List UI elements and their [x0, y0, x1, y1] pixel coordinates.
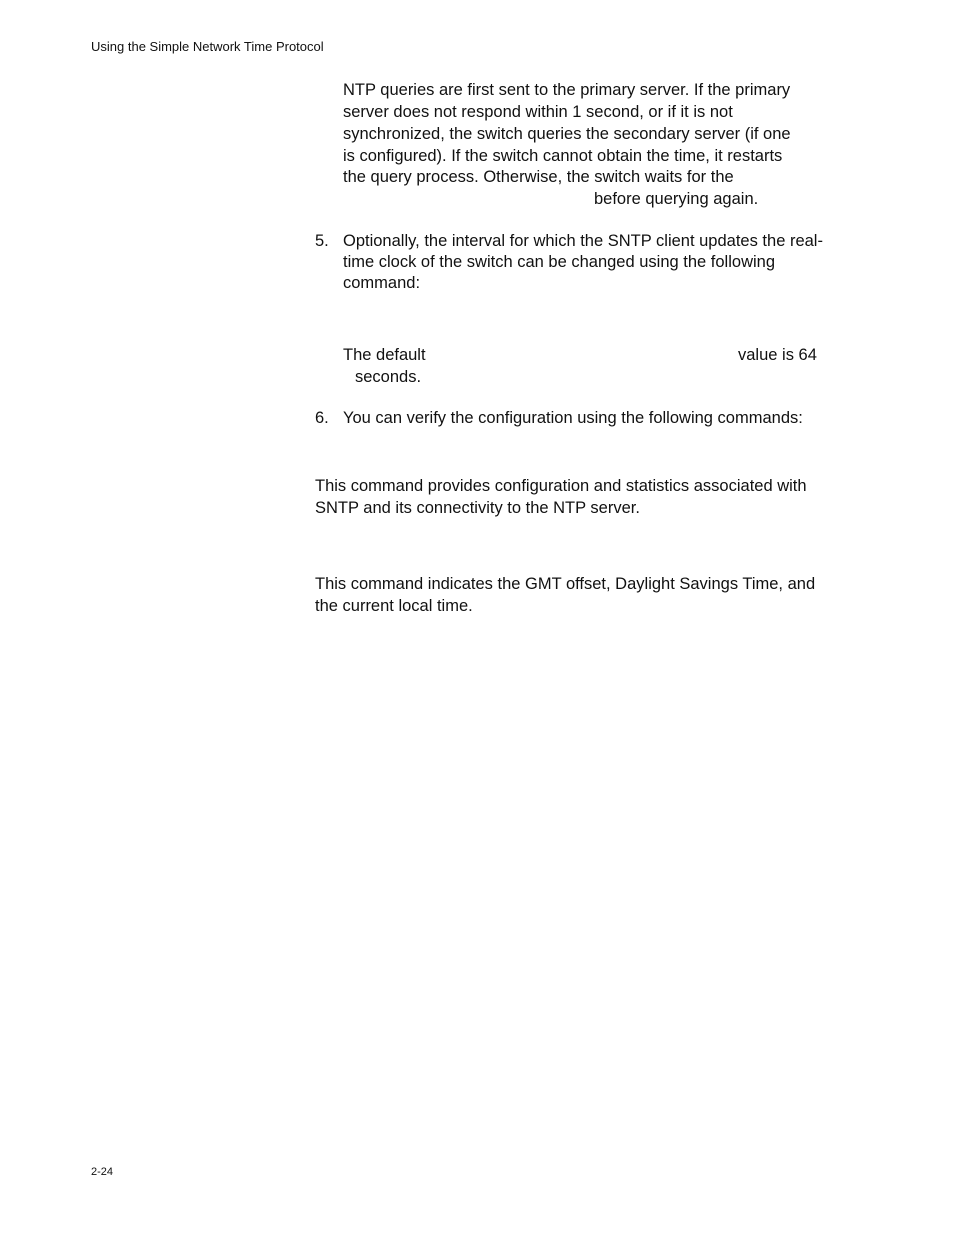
step-6-number: 6.	[315, 409, 329, 427]
step-5-line-2: time clock of the switch can be changed using the following	[343, 253, 775, 271]
step-6-line: You can verify the configuration using the following commands:	[343, 409, 803, 427]
queries-line-5: the query process. Otherwise, the switch waits for the	[343, 168, 734, 186]
queries-line-2: server does not respond within 1 second, or if it is not	[343, 103, 733, 121]
step-5-line-3: command:	[343, 274, 421, 292]
time-line-2: the current local time.	[315, 597, 473, 615]
page-number: 2-24	[91, 1166, 114, 1178]
running-header: Using the Simple Network Time Protocol	[91, 39, 324, 54]
step-5-number: 5.	[315, 232, 329, 250]
step-5-default-line-2: seconds.	[355, 368, 422, 386]
queries-line-6: before querying again.	[594, 190, 759, 208]
step-5-default-suffix: value is 64	[738, 346, 817, 364]
time-line-1: This command indicates the GMT offset, Daylight Savings Time, and	[315, 575, 816, 593]
step-5-line-1: Optionally, the interval for which the SNTP client updates the real-	[343, 232, 823, 250]
queries-line-1: NTP queries are first sent to the primary server. If the primary	[343, 81, 791, 99]
queries-line-3: synchronized, the switch queries the secondary server (if one	[343, 125, 791, 143]
sntp-line-1: This command provides configuration and statistics associated with	[315, 477, 807, 495]
step-5-default-prefix: The default	[343, 346, 426, 364]
sntp-line-2: SNTP and its connectivity to the NTP server.	[315, 499, 640, 517]
queries-line-4: is configured). If the switch cannot obtain the time, it restarts	[343, 147, 783, 165]
